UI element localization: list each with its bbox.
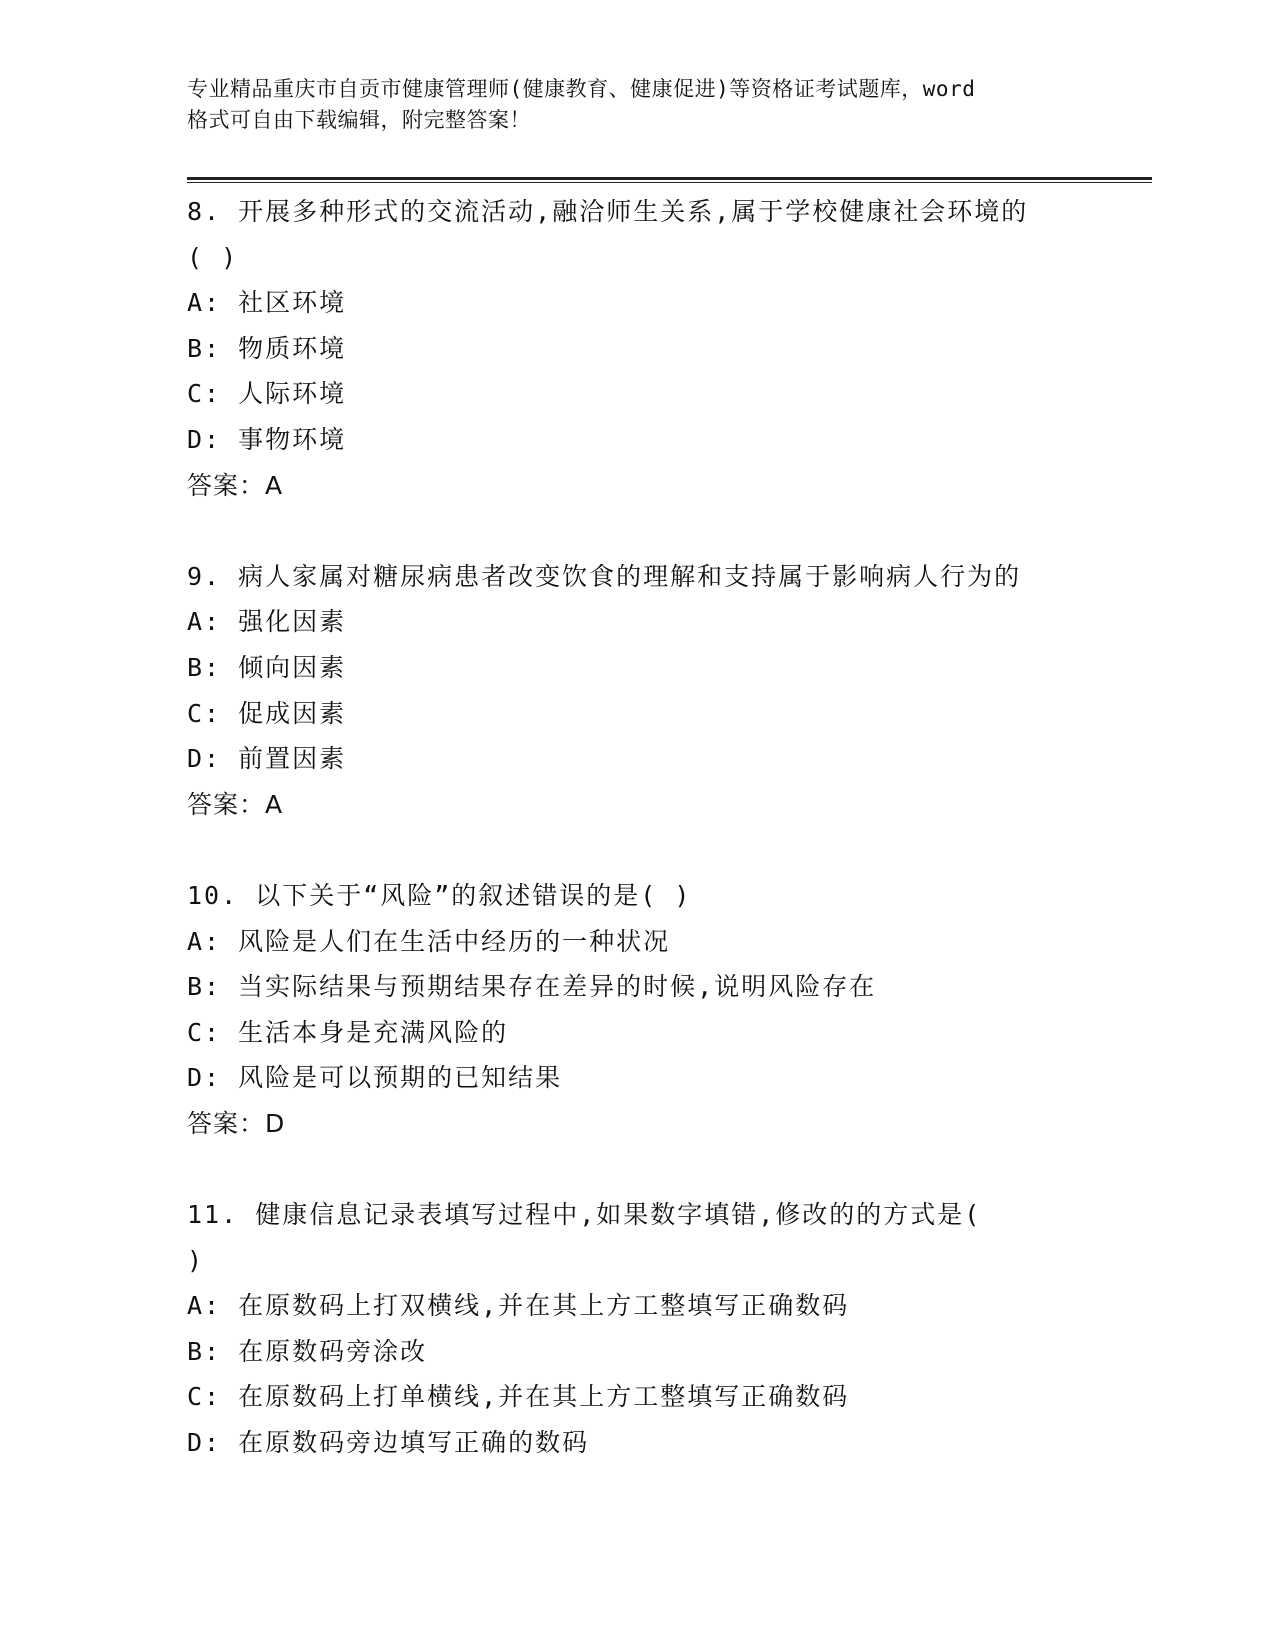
option-d: D: 前置因素 bbox=[187, 744, 347, 774]
option-b: B: 倾向因素 bbox=[187, 652, 347, 682]
option-b: B: 物质环境 bbox=[187, 333, 347, 363]
option-a: A: 风险是人们在生活中经历的一种状况 bbox=[187, 926, 671, 956]
question-stem: 10. 以下关于“风险”的叙述错误的是( ) bbox=[187, 880, 692, 910]
option-c: C: 促成因素 bbox=[187, 698, 347, 728]
question-item bbox=[187, 554, 1152, 873]
option-b: B: 在原数码旁涂改 bbox=[187, 1336, 428, 1366]
answer-line: 答案：A bbox=[187, 470, 284, 500]
question-stem: 9. 病人家属对糖尿病患者改变饮食的理解和支持属于影响病人行为的 bbox=[187, 561, 1022, 591]
question-stem: 11. 健康信息记录表填写过程中,如果数字填错,修改的的方式是( bbox=[187, 1200, 982, 1230]
question-spacer bbox=[187, 1146, 1152, 1192]
option-c: C: 在原数码上打单横线,并在其上方工整填写正确数码 bbox=[187, 1382, 850, 1412]
option-d: D: 事物环境 bbox=[187, 424, 347, 454]
question-list bbox=[187, 189, 1152, 1466]
header-line-1: 专业精品重庆市自贡市健康管理师(健康教育、健康促进)等资格证考试题库，word bbox=[187, 77, 976, 101]
option-a: A: 在原数码上打双横线,并在其上方工整填写正确数码 bbox=[187, 1291, 850, 1321]
question-stem: 8. 开展多种形式的交流活动,融洽师生关系,属于学校健康社会环境的 bbox=[187, 197, 1029, 226]
page-header bbox=[187, 74, 1087, 136]
header-divider-thick bbox=[187, 177, 1152, 180]
question-spacer bbox=[187, 508, 1152, 554]
answer-line: 答案：A bbox=[187, 789, 284, 819]
question-stem: ) bbox=[187, 1245, 205, 1275]
option-a: A: 强化因素 bbox=[187, 607, 347, 637]
header-divider-thin bbox=[187, 182, 1152, 183]
option-b: B: 当实际结果与预期结果存在差异的时候,说明风险存在 bbox=[187, 972, 877, 1002]
option-a: A: 社区环境 bbox=[187, 288, 347, 318]
option-d: D: 在原数码旁边填写正确的数码 bbox=[187, 1428, 590, 1458]
option-c: C: 生活本身是充满风险的 bbox=[187, 1017, 509, 1047]
option-d: D: 风险是可以预期的已知结果 bbox=[187, 1063, 563, 1093]
question-item bbox=[187, 189, 1152, 554]
answer-line: 答案：D bbox=[187, 1108, 286, 1138]
option-c: C: 人际环境 bbox=[187, 379, 347, 409]
question-item bbox=[187, 873, 1152, 1192]
header-line-2: 格式可自由下载编辑，附完整答案！ bbox=[187, 108, 531, 132]
question-item bbox=[187, 1192, 1152, 1466]
question-stem: ( ) bbox=[187, 242, 239, 272]
question-spacer bbox=[187, 827, 1152, 873]
